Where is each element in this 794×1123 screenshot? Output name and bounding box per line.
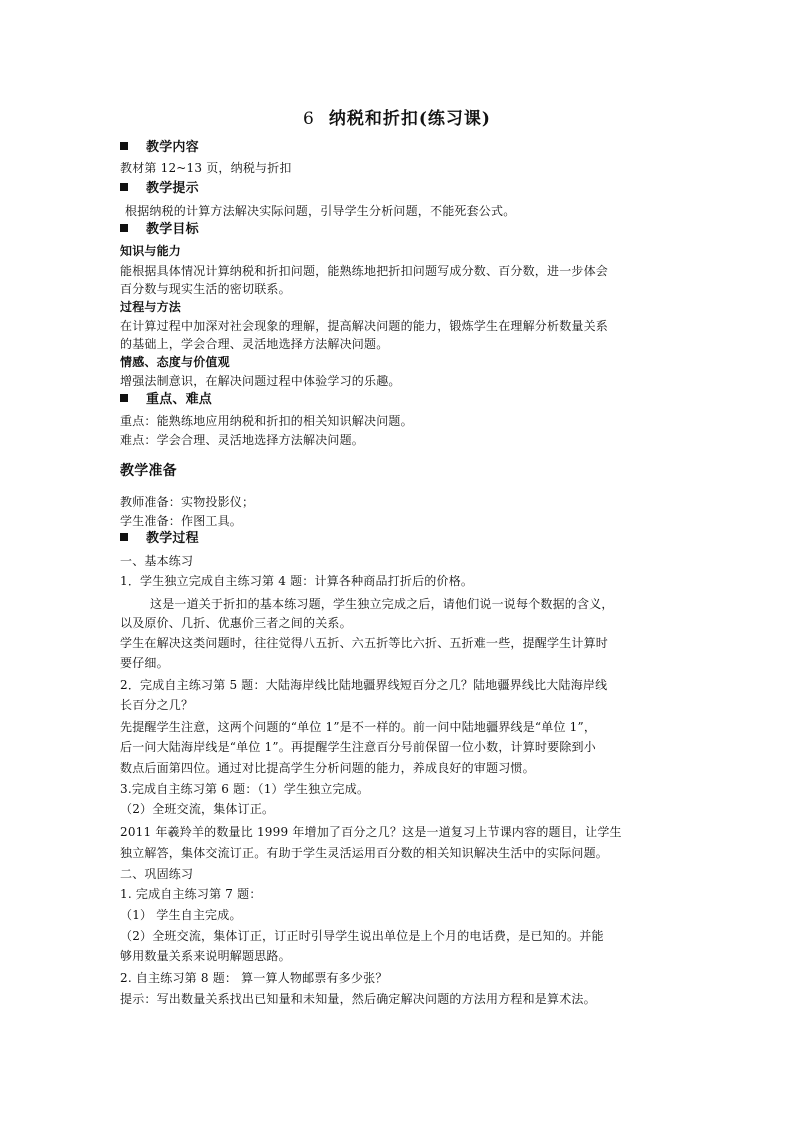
difficulty-line: 难点：学会合理、灵活地选择方法解决问题。 xyxy=(120,433,365,447)
bullet-square-icon xyxy=(120,394,128,402)
process-line: （2）全班交流，集体订正，订正时引导学生说出单位是上个月的电话费，是已知的。并能 xyxy=(120,929,604,943)
goal-emotion-line-1: 增强法制意识，在解决问题过程中体验学习的乐趣。 xyxy=(120,374,401,388)
process-line: 学生在解决这类问题时，往往觉得八五折、六五折等比六折、五折难一些，提醒学生计算时 xyxy=(120,636,609,650)
lesson-number: 6 xyxy=(303,109,315,129)
process-line: 要仔细。 xyxy=(120,656,169,670)
process-line: 以及原价、几折、优惠价三者之间的关系。 xyxy=(120,616,352,630)
goal-knowledge-line-2: 百分数与现实生活的密切联系。 xyxy=(120,282,291,296)
goal-emotion-heading: 情感、态度与价值观 xyxy=(120,355,230,369)
process-line: 2. 自主练习第 8 题： 算一算人物邮票有多少张？ xyxy=(120,971,388,985)
process-line: 1．学生独立完成自主练习第 4 题：计算各种商品打折后的价格。 xyxy=(120,574,474,588)
hint-text: 根据纳税的计算方法解决实际问题，引导学生分析问题，不能死套公式。 xyxy=(125,204,516,218)
process-line: 长百分之几？ xyxy=(120,698,194,712)
prep-heading: 教学准备 xyxy=(120,463,177,479)
process-line: 提示：写出数量关系找出已知量和未知量，然后确定解决问题的方法用方程和是算术法。 xyxy=(120,992,596,1006)
goal-knowledge-heading: 知识与能力 xyxy=(120,244,182,258)
process-line: （2）全班交流，集体订正。 xyxy=(120,802,275,816)
process-line: 二、巩固练习 xyxy=(120,867,194,881)
bullet-square-icon xyxy=(120,183,128,191)
process-line: 够用数量关系来说明解题思路。 xyxy=(120,949,291,963)
goal-knowledge-line-1: 能根据具体情况计算纳税和折扣问题，能熟练地把折扣问题写成分数、百分数，进一步体会 xyxy=(120,264,609,278)
section-heading-hint: 教学提示 xyxy=(120,181,199,197)
process-line: 先提醒学生注意，这两个问题的“单位 1”是不一样的。前一问中陆地疆界线是“单位 1”， xyxy=(120,720,597,734)
process-line: 后一问大陆海岸线是“单位 1”。再提醒学生注意百分号前保留一位小数，计算时要除到小 xyxy=(120,740,596,754)
process-line: 一、基本练习 xyxy=(120,554,194,568)
process-line: 这是一道关于折扣的基本练习题，学生独立完成之后，请他们说一说每个数据的含义， xyxy=(150,597,614,611)
prep-student-line: 学生准备：作图工具。 xyxy=(120,514,243,528)
section-heading-process: 教学过程 xyxy=(120,531,199,547)
bullet-square-icon xyxy=(120,224,128,232)
process-line: 1. 完成自主练习第 7 题： xyxy=(120,887,262,901)
process-line: （1） 学生自主完成。 xyxy=(120,908,242,922)
section-heading-key: 重点、难点 xyxy=(120,392,212,408)
content-text: 教材第 12~13 页，纳税与折扣 xyxy=(120,161,292,175)
process-line: 2011 年羲羚羊的数量比 1999 年增加了百分之几？这是一道复习上节课内容的题目，让学生 xyxy=(120,825,622,839)
process-line: 3.完成自主练习第 6 题：（1）学生独立完成。 xyxy=(120,782,370,796)
process-line: 独立解答，集体交流订正。有助于学生灵活运用百分数的相关知识解决生活中的实际问题。 xyxy=(120,846,609,860)
lesson-title xyxy=(0,104,794,129)
section-heading-content: 教学内容 xyxy=(120,140,199,156)
bullet-square-icon xyxy=(120,142,128,150)
section-heading-goal: 教学目标 xyxy=(120,222,199,238)
bullet-square-icon xyxy=(120,533,128,541)
key-point-line: 重点：能熟练地应用纳税和折扣的相关知识解决问题。 xyxy=(120,414,413,428)
lesson-title-text: 纳税和折扣(练习课) xyxy=(328,109,491,129)
goal-process-heading: 过程与方法 xyxy=(120,300,182,314)
process-line: 数点后面第四位。通过对比提高学生分析问题的能力，养成良好的审题习惯。 xyxy=(120,761,535,775)
goal-process-line-2: 的基础上，学会合理、灵活地选择方法解决问题。 xyxy=(120,337,389,351)
process-line: 2．完成自主练习第 5 题：大陆海岸线比陆地疆界线短百分之几？陆地疆界线比大陆海岸线 xyxy=(120,678,608,692)
prep-teacher-line: 教师准备：实物投影仪； xyxy=(120,495,255,509)
goal-process-line-1: 在计算过程中加深对社会现象的理解，提高解决问题的能力，锻炼学生在理解分析数量关系 xyxy=(120,319,609,333)
